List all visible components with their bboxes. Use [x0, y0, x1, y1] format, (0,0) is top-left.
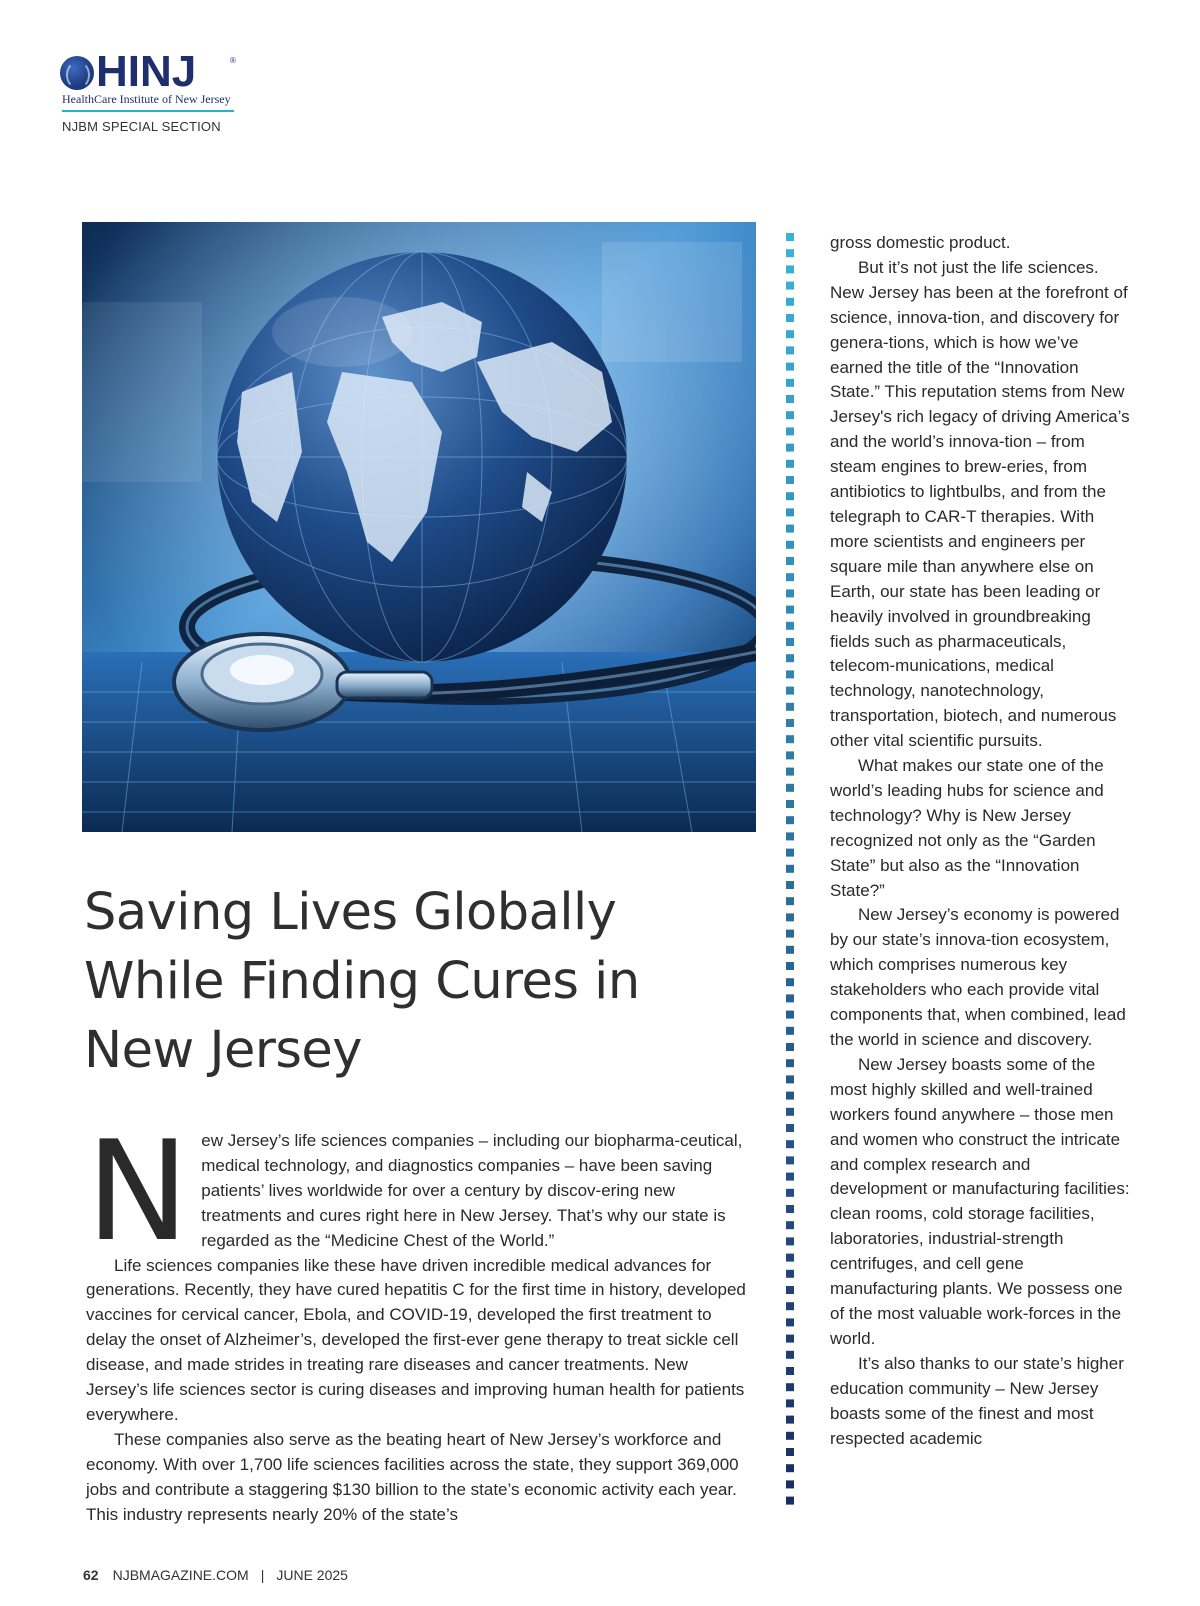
divider-dot	[786, 865, 794, 873]
divider-dot	[786, 1416, 794, 1424]
divider-dot	[786, 1480, 794, 1488]
divider-dot	[786, 1367, 794, 1375]
divider-dot	[786, 1059, 794, 1067]
divider-dot	[786, 1108, 794, 1116]
divider-dot	[786, 1448, 794, 1456]
intro-paragraph	[86, 1111, 750, 1272]
divider-dot	[786, 233, 794, 241]
article-body-left	[86, 1111, 750, 1528]
divider-dot	[786, 395, 794, 403]
divider-dot	[786, 508, 794, 516]
divider-dot	[786, 249, 794, 257]
divider-dot	[786, 994, 794, 1002]
divider-dot	[786, 330, 794, 338]
hinj-logo	[60, 47, 240, 114]
divider-dot	[786, 1318, 794, 1326]
divider-dot	[786, 444, 794, 452]
divider-dot	[786, 1075, 794, 1083]
footer-site: NJBMAGAZINE.COM	[112, 1567, 249, 1583]
divider-dot	[786, 1140, 794, 1148]
divider-dot	[786, 476, 794, 484]
body-paragraph: New Jersey boasts some of the most highly skilled and well-trained workers found anywhere – those men and women who construct the intricate and complex research and development or manufacturing facilities: clean rooms, cold storage facilities, laboratories, industrial-strength centrifuges, and cell gene manufacturing plants. We possess one of the most valuable work-forces in the world.	[830, 1054, 1130, 1348]
article-headline: Saving Lives Globally While Finding Cures in New Jersey	[84, 883, 640, 1080]
divider-dot	[786, 265, 794, 273]
body-paragraph: What makes our state one of the world’s leading hubs for science and technology? Why is New Jersey recognized not only as the “Garden State” but also as the “Innovation State?”	[830, 756, 1104, 900]
section-label: NJBM SPECIAL SECTION	[62, 119, 221, 134]
divider-dot	[786, 1254, 794, 1262]
divider-dot	[786, 525, 794, 533]
divider-dot	[786, 1335, 794, 1343]
divider-dot	[786, 768, 794, 776]
divider-dot	[786, 1464, 794, 1472]
divider-dot	[786, 751, 794, 759]
divider-dot	[786, 816, 794, 824]
page-footer	[83, 1567, 348, 1583]
divider-dot	[786, 589, 794, 597]
divider-dot	[786, 492, 794, 500]
divider-dot	[786, 606, 794, 614]
footer-date: JUNE 2025	[276, 1567, 348, 1583]
divider-dot	[786, 557, 794, 565]
body-paragraph: It’s also thanks to our state’s higher education community – New Jersey boasts some of the finest and most respected academic	[830, 1353, 1124, 1448]
divider-dot	[786, 1173, 794, 1181]
divider-dot	[786, 411, 794, 419]
globe-icon	[60, 56, 94, 90]
body-paragraph: Life sciences companies like these have driven incredible medical advances for generations. Recently, they have cured hepatitis C for the first time in history, developed vaccines for cervical cancer, Ebola, and COVID-19, developed the first treatment to delay the onset of Alzheimer’s, developed the first-ever gene therapy to treat sickle cell disease, and made strides in treating rare diseases and cancer treatments. New Jersey’s life sciences sector is curing diseases and improving human health for patients everywhere.	[86, 1255, 746, 1424]
divider-dot	[786, 897, 794, 905]
globe-stethoscope-illustration	[82, 222, 756, 832]
divider-dot	[786, 314, 794, 322]
divider-dot	[786, 913, 794, 921]
divider-dot	[786, 1027, 794, 1035]
body-paragraph: But it’s not just the life sciences. New Jersey has been at the forefront of science, innova-tion, and discovery for genera-tions, which is how we’ve earned the title of the “Innovation State.” This reputation stems from New Jersey's rich legacy of driving America’s and the world’s innova-tion – from steam engines to brew-eries, from antibiotics to lightbulbs, and from the telegraph to CAR-T therapies. With more scientists and engineers per square mile than anywhere else on Earth, our state has been leading or heavily involved in groundbreaking fields such as pharmaceuticals, telecom-munications, medical technology, nanotechnology, transportation, biotech, and numerous other vital scientific pursuits.	[830, 257, 1130, 751]
divider-dot	[786, 1383, 794, 1391]
divider-dot	[786, 962, 794, 970]
body-paragraph: New Jersey’s economy is powered by our state’s innova-tion ecosystem, which comprises numerous key stakeholders who each provide vital components that, when combined, lead the world in science and discovery.	[830, 905, 1126, 1049]
divider-dot	[786, 427, 794, 435]
hero-image	[82, 222, 756, 832]
logo-wordmark: HINJ	[96, 47, 197, 96]
divider-dot	[786, 687, 794, 695]
article-body-right	[830, 231, 1132, 1451]
divider-dot	[786, 1011, 794, 1019]
divider-dot	[786, 832, 794, 840]
divider-dot	[786, 1351, 794, 1359]
page-number: 62	[83, 1567, 99, 1583]
divider-dot	[786, 573, 794, 581]
divider-dot	[786, 930, 794, 938]
divider-dot	[786, 379, 794, 387]
divider-dot	[786, 1270, 794, 1278]
divider-dot	[786, 622, 794, 630]
continued-text: gross domestic product.	[830, 233, 1011, 252]
divider-dot	[786, 638, 794, 646]
divider-dot	[786, 670, 794, 678]
divider-dot	[786, 1124, 794, 1132]
divider-dot	[786, 719, 794, 727]
divider-dot	[786, 298, 794, 306]
divider-dot	[786, 946, 794, 954]
divider-dot	[786, 784, 794, 792]
divider-dot	[786, 1189, 794, 1197]
divider-dot	[786, 978, 794, 986]
divider-dot	[786, 1221, 794, 1229]
registered-mark-icon: ®	[230, 56, 236, 65]
divider-dot	[786, 1237, 794, 1245]
footer-separator: |	[260, 1567, 265, 1583]
divider-dot	[786, 1205, 794, 1213]
divider-dot	[786, 735, 794, 743]
divider-dot	[786, 1399, 794, 1407]
divider-dot	[786, 849, 794, 857]
divider-dot	[786, 703, 794, 711]
divider-dot	[786, 1286, 794, 1294]
divider-dot	[786, 654, 794, 662]
drop-cap: N	[86, 1111, 190, 1272]
divider-dot	[786, 1092, 794, 1100]
divider-dot	[786, 1497, 794, 1505]
divider-dot	[786, 541, 794, 549]
column-divider	[786, 233, 795, 1525]
divider-dot	[786, 800, 794, 808]
divider-dot	[786, 1043, 794, 1051]
divider-dot	[786, 1156, 794, 1164]
divider-dot	[786, 346, 794, 354]
divider-dot	[786, 1432, 794, 1440]
divider-dot	[786, 282, 794, 290]
divider-dot	[786, 460, 794, 468]
divider-dot	[786, 1302, 794, 1310]
divider-dot	[786, 881, 794, 889]
intro-text: ew Jersey’s life sciences companies – including our biopharma-ceutical, medical technology, and diagnostics companies – have been saving patients’ lives worldwide for over a century by discov-ering new treatments and cures right here in New Jersey. That’s why our state is regarded as the “Medicine Chest of the World.”	[201, 1131, 743, 1250]
divider-dot	[786, 363, 794, 371]
logo-subtitle: HealthCare Institute of New Jersey	[62, 92, 231, 106]
logo-underline	[62, 110, 234, 112]
body-paragraph: These companies also serve as the beating heart of New Jersey’s workforce and economy. With over 1,700 life sciences facilities across the state, they support 369,000 jobs and contribute a staggering $130 billion to the state’s economic activity each year. This industry represents nearly 20% of the state’s	[86, 1429, 739, 1524]
